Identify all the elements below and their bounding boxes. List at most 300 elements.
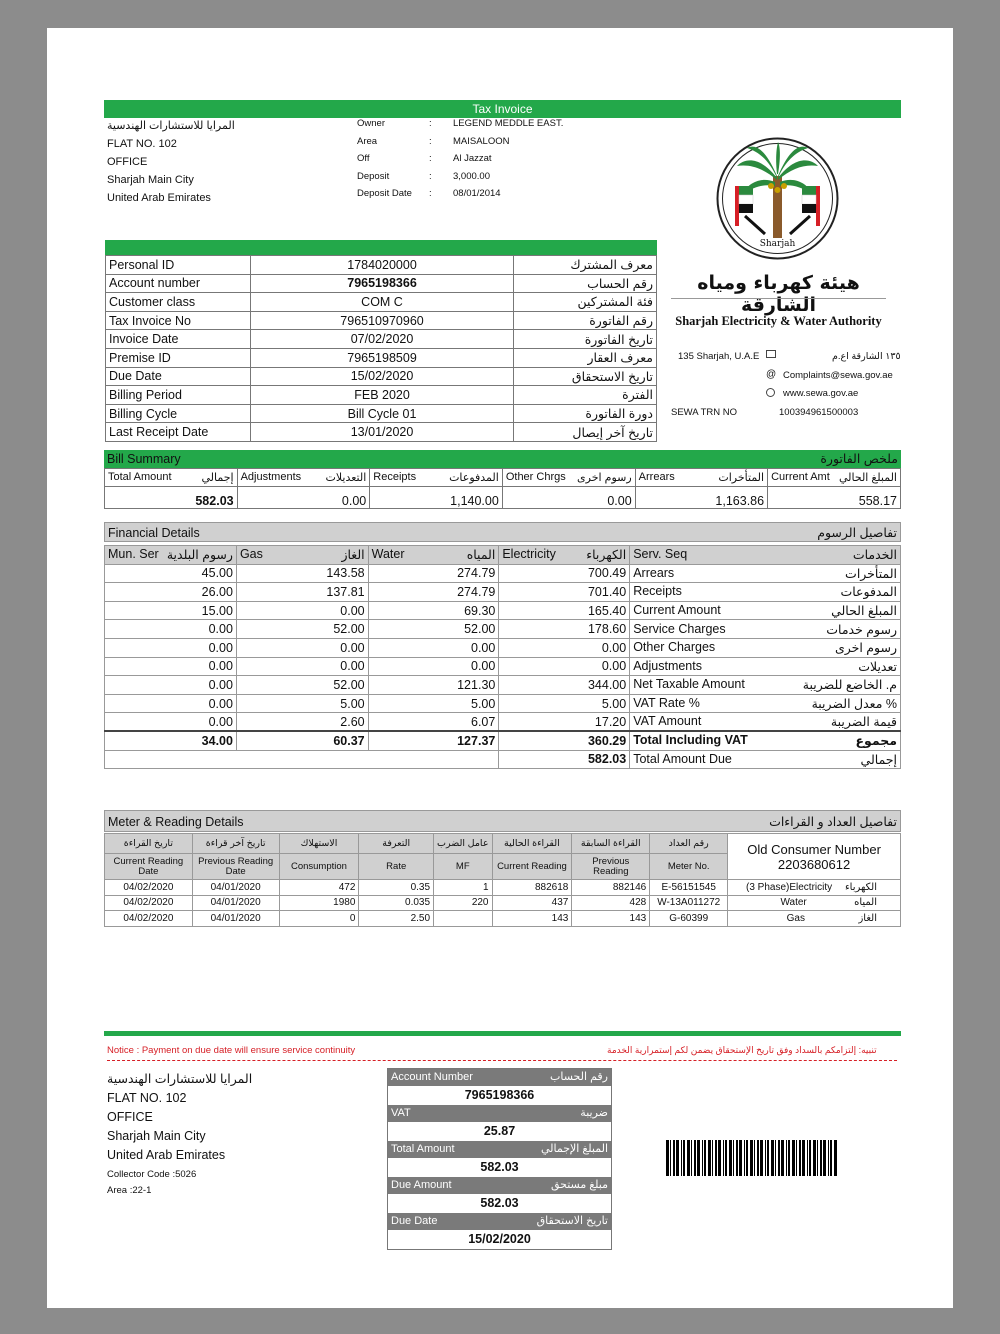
row-en: Total Including VAT (633, 733, 748, 748)
info-label: Due Date (106, 367, 251, 386)
service-ar: الغاز (858, 912, 877, 924)
financial-cell: 0.00 (105, 713, 237, 732)
info-value: 1784020000 (250, 256, 513, 275)
col-en: Serv. Seq (633, 547, 688, 562)
label-en: Adjustments (240, 471, 302, 483)
meter-cell: 428 (572, 895, 650, 911)
service-en: (3 Phase)Electricity (746, 881, 833, 893)
po-box-en: 135 Sharjah, U.A.E (678, 351, 760, 362)
meter-cell: 0.035 (359, 895, 434, 911)
slip-label-ar: رقم الحساب (550, 1071, 608, 1083)
meter-col-en: Consumption (279, 854, 359, 880)
financial-cell: 137.81 (236, 583, 368, 602)
bill-summary-label (502, 469, 635, 487)
info-value: FEB 2020 (250, 386, 513, 405)
label-ar: المتأخرات (718, 472, 765, 484)
bill-summary-label (105, 469, 238, 487)
financial-cell: 26.00 (105, 583, 237, 602)
row-en: Total Amount Due (633, 751, 732, 766)
row-en: Net Taxable Amount (633, 677, 745, 692)
financial-cell: 52.00 (368, 620, 499, 639)
barcode-bar (767, 1140, 769, 1176)
info-label: Invoice Date (106, 330, 251, 349)
barcode-bar (807, 1140, 808, 1176)
slip-value: 25.87 (483, 1124, 516, 1138)
slip-label-en: Due Amount (391, 1179, 452, 1191)
slip-label (388, 1213, 611, 1230)
financial-cell: 52.00 (236, 620, 368, 639)
payment-slip (387, 1068, 612, 1250)
info-label: Account number (106, 274, 251, 293)
bill-summary-value: 558.17 (768, 487, 901, 509)
bill-summary-value: 1,163.86 (635, 487, 767, 509)
slip-label-ar: المبلغ الإجمالي (541, 1143, 608, 1155)
financial-cell: 360.29 (499, 731, 630, 750)
financial-row-label (630, 638, 901, 657)
barcode-bar (715, 1140, 717, 1176)
financial-cell: 2.60 (236, 713, 368, 732)
notice-ar: تنبيه: إلتزامكم بالسداد وفق تاريخ الإستحقاق يضمن لكم إستمرارية الخدمة (607, 1045, 877, 1055)
barcode-bar (765, 1140, 766, 1176)
barcode-bar (750, 1140, 753, 1176)
po-box-ar: ١٣٥ الشارقة اع.م (832, 351, 901, 362)
col-ar: الغاز (341, 548, 365, 563)
sewa-emblem-icon (715, 136, 840, 261)
barcode-bar (681, 1140, 682, 1176)
info-row (106, 404, 657, 423)
meter-title: Meter & Reading Details (108, 815, 244, 829)
address-line: FLAT NO. 102 (107, 1091, 187, 1105)
address-line: Sharjah Main City (107, 1129, 206, 1143)
meta-sep: : (429, 118, 432, 129)
col-en: Electricity (502, 547, 556, 562)
meter-col-en: Meter No. (650, 854, 728, 880)
meter-col-ar: تاريخ القراءة (105, 834, 193, 854)
meter-cell: W-13A011272 (650, 895, 728, 911)
info-label-ar: رقم الفاتورة (514, 311, 657, 330)
financial-col-header (499, 546, 630, 565)
financial-cell: 34.00 (105, 731, 237, 750)
financial-title: Financial Details (108, 526, 200, 540)
financial-cell: 0.00 (236, 601, 368, 620)
bill-summary-label (768, 469, 901, 487)
financial-cell: 60.37 (236, 731, 368, 750)
address-line: United Arab Emirates (107, 192, 211, 204)
meter-cell: 143 (492, 911, 572, 927)
barcode-bar (817, 1140, 818, 1176)
col-ar: الخدمات (852, 548, 897, 563)
meta-label: Deposit (357, 170, 390, 182)
address-line: OFFICE (107, 1110, 153, 1124)
bill-summary-value: 582.03 (105, 487, 238, 509)
financial-row-label (630, 731, 901, 750)
barcode-bar (683, 1140, 685, 1176)
bill-summary-label (370, 469, 503, 487)
notice-en: Notice : Payment on due date will ensure service continuity (107, 1045, 356, 1056)
address-line: المرايا للاستشارات الهندسية (107, 120, 235, 132)
barcode-bar (828, 1140, 829, 1176)
meta-row (357, 118, 657, 136)
mail-icon (766, 350, 776, 358)
meter-col-en: Current Reading Date (105, 854, 193, 880)
meter-cell: 1 (434, 880, 492, 896)
financial-row (105, 676, 901, 695)
service-ar: المياه (854, 897, 877, 909)
barcode-bar (725, 1140, 727, 1176)
barcode-bar (691, 1140, 692, 1176)
old-consumer-cell (728, 834, 901, 880)
info-label-ar: رقم الحساب (514, 274, 657, 293)
financial-row (105, 657, 901, 676)
meter-col-ar: رقم العداد (650, 834, 728, 854)
info-row (106, 311, 657, 330)
financial-cell: 0.00 (105, 638, 237, 657)
barcode-bar (704, 1140, 706, 1176)
barcode-bar (786, 1140, 787, 1176)
info-label-ar: فئة المشتركين (514, 293, 657, 312)
website: www.sewa.gov.ae (783, 388, 859, 399)
label-en: Receipts (373, 471, 417, 483)
financial-cell: 45.00 (105, 564, 237, 583)
meter-col-ar: القراءة الحالية (492, 834, 572, 854)
barcode-bar (830, 1140, 832, 1176)
notice-divider (104, 1031, 901, 1036)
meter-col-ar: عامل الضرب (434, 834, 492, 854)
financial-cell: 5.00 (499, 694, 630, 713)
slip-label-en: VAT (391, 1107, 411, 1119)
meter-cell: 04/02/2020 (105, 880, 193, 896)
trn-label: SEWA TRN NO (671, 407, 737, 418)
authority-name-en: Sharjah Electricity & Water Authority (675, 314, 882, 328)
row-ar: رسوم خدمات (826, 622, 897, 637)
meta-label: Deposit Date (357, 188, 412, 199)
barcode-bar (676, 1140, 679, 1176)
financial-cell: 344.00 (499, 676, 630, 695)
meter-cell: E-56151545 (650, 880, 728, 896)
barcode-bar (813, 1140, 816, 1176)
row-en: VAT Amount (633, 714, 702, 729)
barcode-bar (729, 1140, 732, 1176)
bill-summary-value: 1,140.00 (370, 487, 503, 509)
financial-row (105, 583, 901, 602)
meter-cell: 882618 (492, 880, 572, 896)
financial-cell: 121.30 (368, 676, 499, 695)
email-icon: @ (766, 369, 777, 380)
meta-value: LEGEND MEDDLE EAST. (453, 118, 564, 129)
info-label-ar: تاريخ الاستحقاق (514, 367, 657, 386)
email-address: Complaints@sewa.gov.ae (783, 370, 893, 381)
financial-cell: 178.60 (499, 620, 630, 639)
meter-row (105, 895, 901, 911)
col-en: Water (371, 547, 405, 562)
meter-cell: 472 (279, 880, 359, 896)
barcode-bar (792, 1140, 795, 1176)
financial-cell: 143.58 (236, 564, 368, 583)
bill-summary-header (104, 450, 901, 468)
barcode-bar (809, 1140, 811, 1176)
financial-cell: 0.00 (236, 657, 368, 676)
financial-cell: 0.00 (105, 694, 237, 713)
financial-cell: 127.37 (368, 731, 499, 750)
barcode-bar (778, 1140, 780, 1176)
meter-cell: 04/01/2020 (192, 880, 279, 896)
col-en: Gas (239, 547, 263, 562)
meter-cell: 0.35 (359, 880, 434, 896)
financial-cell: 5.00 (236, 694, 368, 713)
financial-row (105, 638, 901, 657)
total-due-label (630, 750, 901, 769)
info-label-ar: معرف المشترك (514, 256, 657, 275)
meter-title-ar: تفاصيل العداد و القراءات (769, 815, 897, 829)
barcode-bar (744, 1140, 745, 1176)
financial-cell: 0.00 (368, 657, 499, 676)
barcode-bar (775, 1140, 776, 1176)
bill-summary-title: Bill Summary (107, 452, 181, 466)
financial-cell: 17.20 (499, 713, 630, 732)
meter-row (105, 911, 901, 927)
slip-value: 582.03 (480, 1196, 519, 1210)
barcode-bar (736, 1140, 738, 1176)
customer-meta (357, 118, 657, 206)
barcode-bar (739, 1140, 742, 1176)
meter-service (728, 880, 901, 896)
barcode-bar (702, 1140, 703, 1176)
row-en: Other Charges (633, 640, 716, 655)
info-label-ar: تاريخ آخر إيصال (514, 423, 657, 442)
slip-label-en: Account Number (391, 1071, 473, 1083)
label-ar: إجمالي (201, 472, 234, 484)
meter-header (104, 810, 901, 832)
barcode-bar (802, 1140, 805, 1176)
slip-label-ar: ضريبة (580, 1107, 608, 1119)
meter-col-ar: تاريخ آخر قراءة (192, 834, 279, 854)
info-value: Bill Cycle 01 (250, 404, 513, 423)
meter-cell: 0 (279, 911, 359, 927)
financial-cell: 165.40 (499, 601, 630, 620)
financial-cell: 69.30 (368, 601, 499, 620)
notice-line (107, 1060, 897, 1061)
info-row (106, 423, 657, 442)
bill-summary-labels (105, 469, 901, 487)
meter-col-ar: القراءة السابقة (572, 834, 650, 854)
row-en: Arrears (633, 565, 675, 580)
customer-address (107, 117, 327, 207)
financial-title-ar: تفاصيل الرسوم (817, 526, 897, 540)
financial-cell: 274.79 (368, 564, 499, 583)
label-ar: المدفوعات (449, 472, 499, 484)
financial-row-label (630, 583, 901, 602)
meter-service (728, 911, 901, 927)
meter-service (728, 895, 901, 911)
tax-invoice-title: Tax Invoice (104, 100, 901, 118)
info-row (106, 348, 657, 367)
barcode-bar (771, 1140, 774, 1176)
barcode-bar (754, 1140, 755, 1176)
info-label: Premise ID (106, 348, 251, 367)
barcode-bar (666, 1140, 669, 1176)
sewa-logo (715, 136, 840, 261)
trn-value: 100394961500003 (779, 407, 859, 418)
slip-label-en: Due Date (391, 1215, 438, 1227)
bill-summary-title-ar: ملخص الفاتورة (820, 452, 898, 466)
info-row (106, 386, 657, 405)
financial-col-header (105, 546, 237, 565)
row-en: Receipts (633, 584, 682, 599)
meta-value: Al Jazzat (453, 153, 492, 164)
svg-text:Sharjah: Sharjah (759, 239, 796, 249)
barcode-bar (712, 1140, 713, 1176)
label-ar: رسوم اخرى (577, 472, 632, 484)
barcode-bar (760, 1140, 763, 1176)
service-en: Water (780, 897, 807, 909)
row-ar: مجموع (855, 734, 897, 749)
meta-value: 08/01/2014 (453, 188, 501, 199)
info-row (106, 367, 657, 386)
info-label: Billing Period (106, 386, 251, 405)
slip-label-ar: مبلغ مستحق (550, 1179, 608, 1191)
financial-row (105, 601, 901, 620)
financial-cell: 0.00 (105, 676, 237, 695)
barcode-bar (687, 1140, 690, 1176)
financial-col-header (630, 546, 901, 565)
col-ar: الكهرباء (586, 548, 627, 563)
financial-col-header (236, 546, 368, 565)
barcode-bar (788, 1140, 790, 1176)
barcode-bar (723, 1140, 724, 1176)
meta-sep: : (429, 188, 432, 199)
barcode-bar (673, 1140, 675, 1176)
account-info-header (105, 240, 657, 255)
financial-row-label (630, 657, 901, 676)
bill-summary-label (635, 469, 767, 487)
meta-row (357, 171, 657, 189)
info-label-ar: دورة الفاتورة (514, 404, 657, 423)
financial-cell: 5.00 (368, 694, 499, 713)
address-line: FLAT NO. 102 (107, 138, 177, 150)
meter-col-ar: التعرفة (359, 834, 434, 854)
meter-col-en: Rate (359, 854, 434, 880)
row-ar: رسوم اخرى (834, 641, 897, 656)
info-label: Tax Invoice No (106, 311, 251, 330)
meter-table (104, 833, 901, 927)
label-ar: التعديلات (325, 472, 367, 484)
barcode-bar (670, 1140, 671, 1176)
label-en: Current Amt (771, 471, 830, 483)
meter-cell: 2.50 (359, 911, 434, 927)
meta-label: Area (357, 135, 378, 147)
financial-cell: 0.00 (105, 620, 237, 639)
bill-summary-values (105, 487, 901, 509)
financial-cell: 274.79 (368, 583, 499, 602)
financial-header-row (105, 546, 901, 565)
meter-col-ar: الاستهلاك (279, 834, 359, 854)
invoice-page (47, 28, 953, 1308)
address-line: المرايا للاستشارات الهندسية (107, 1072, 253, 1086)
meter-cell: 143 (572, 911, 650, 927)
meter-cell: 220 (434, 895, 492, 911)
row-en: Adjustments (633, 658, 702, 673)
financial-row-label (630, 601, 901, 620)
bill-summary-value: 0.00 (502, 487, 635, 509)
meta-row (357, 136, 657, 154)
barcode (664, 1140, 840, 1176)
label-en: Total Amount (108, 471, 172, 483)
total-due-value: 582.03 (499, 750, 630, 769)
financial-row (105, 564, 901, 583)
financial-cell: 0.00 (499, 657, 630, 676)
slip-value: 7965198366 (464, 1088, 535, 1102)
meta-label: Owner (357, 118, 385, 129)
info-label: Personal ID (106, 256, 251, 275)
row-ar: إجمالي (860, 752, 897, 767)
info-row (106, 293, 657, 312)
financial-row (105, 694, 901, 713)
meter-cell: 437 (492, 895, 572, 911)
barcode-bar (796, 1140, 797, 1176)
financial-cell: 0.00 (105, 657, 237, 676)
row-ar: المدفوعات (840, 585, 897, 600)
financial-cell: 15.00 (105, 601, 237, 620)
label-ar: المبلغ الحالي (838, 472, 897, 484)
row-en: VAT Rate % (633, 696, 700, 711)
info-label: Last Receipt Date (106, 423, 251, 442)
info-label: Customer class (106, 293, 251, 312)
barcode-image (664, 1140, 840, 1176)
info-value: 7965198509 (250, 348, 513, 367)
meta-value: 3,000.00 (453, 170, 490, 182)
address-line: Sharjah Main City (107, 174, 194, 186)
barcode-bar (820, 1140, 822, 1176)
meter-col-en: Current Reading (492, 854, 572, 880)
financial-row (105, 713, 901, 732)
slip-label (388, 1177, 611, 1194)
barcode-bar (694, 1140, 696, 1176)
info-value: 7965198366 (250, 274, 513, 293)
service-ar: الكهرباء (844, 881, 877, 893)
info-row (106, 256, 657, 275)
col-ar: رسوم البلدية (166, 548, 233, 563)
info-value: COM C (250, 293, 513, 312)
total-due-row (105, 750, 901, 769)
slip-value: 582.03 (480, 1160, 519, 1174)
info-label: Billing Cycle (106, 404, 251, 423)
financial-header (104, 522, 901, 542)
globe-icon (766, 388, 775, 397)
col-en: Mun. Ser (108, 547, 159, 562)
info-label-ar: الفترة (514, 386, 657, 405)
financial-row-label (630, 564, 901, 583)
label-en: Other Chrgs (505, 471, 566, 483)
info-value: 13/01/2020 (250, 423, 513, 442)
info-value: 07/02/2020 (250, 330, 513, 349)
info-row (106, 330, 657, 349)
meter-row (105, 880, 901, 896)
slip-label (388, 1141, 611, 1158)
old-consumer-label: Old Consumer Number (747, 841, 881, 857)
old-consumer-value: 2203680612 (777, 856, 851, 872)
slip-label-en: Total Amount (391, 1143, 455, 1155)
meta-sep: : (429, 153, 432, 164)
financial-row-label (630, 694, 901, 713)
col-ar: المياه (466, 548, 496, 563)
meter-cell: 04/01/2020 (192, 911, 279, 927)
bill-summary-label (237, 469, 370, 487)
meta-row (357, 153, 657, 171)
financial-cell: 6.07 (368, 713, 499, 732)
meta-sep: : (429, 170, 432, 182)
info-value: 15/02/2020 (250, 367, 513, 386)
meter-cell: 1980 (279, 895, 359, 911)
